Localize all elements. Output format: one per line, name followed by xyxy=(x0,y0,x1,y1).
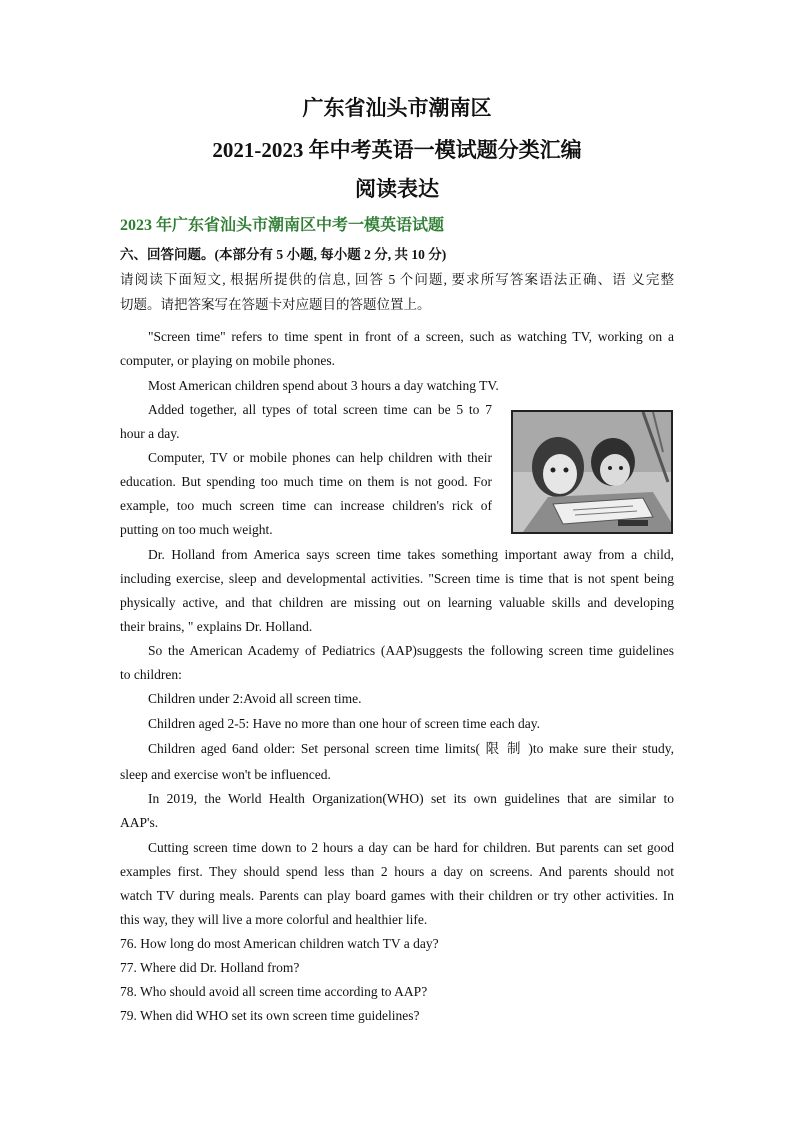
passage-line: this way, they will live a more colorful and healthier life. xyxy=(120,912,428,927)
passage-line: Children under 2:Avoid all screen time. xyxy=(148,691,362,706)
passage-line: Added together, all types of total screen time can be 5 to 7 xyxy=(148,402,492,417)
exam-subtitle: 2023 年广东省汕头市潮南区中考一模英语试题 xyxy=(120,217,445,234)
passage-line: "Screen time" refers to time spent in front of a screen, such as watching TV, working on a xyxy=(148,329,674,344)
passage-line: including exercise, sleep and developmental activities. "Screen time is time that is not spent being xyxy=(120,571,674,586)
passage-line: computer, or playing on mobile phones. xyxy=(120,353,336,368)
question-78: 78. Who should avoid all screen time according to AAP? xyxy=(120,984,428,999)
title-category: 阅读表达 xyxy=(355,177,439,201)
passage-line: education. But spending too much time on them is not good. For xyxy=(120,474,492,489)
passage-line: AAP's. xyxy=(120,815,159,830)
title-region: 广东省汕头市潮南区 xyxy=(302,96,492,120)
passage-line: hour a day. xyxy=(120,426,180,441)
passage-line: example, too much screen time can increase children's rick of xyxy=(120,498,492,513)
question-77: 77. Where did Dr. Holland from? xyxy=(120,960,300,975)
passage-line: physically active, and that children are missing out on learning valuable skills and developing xyxy=(120,595,674,610)
title-exam: 2021-2023 年中考英语一模试题分类汇编 xyxy=(212,138,582,162)
passage-line: Most American children spend about 3 hours a day watching TV. xyxy=(148,378,499,393)
passage-line: watch TV during meals. Parents can play board games with their children or try other activities. In xyxy=(120,888,674,903)
section-heading: 六、回答问题。(本部分有 5 小题, 每小题 2 分, 共 10 分) xyxy=(120,247,447,262)
instruction-line-1: 请阅读下面短文, 根据所提供的信息, 回答 5 个问题, 要求所写答案语法正确、语 义完整 xyxy=(120,272,674,287)
question-79: 79. When did WHO set its own screen time guidelines? xyxy=(120,1008,420,1023)
instruction-line-2: 切题。请把答案写在答题卡对应题目的答题位置上。 xyxy=(120,297,431,312)
passage-line: Cutting screen time down to 2 hours a day can be hard for children. But parents can set good xyxy=(148,840,674,855)
passage-line: Children aged 2-5: Have no more than one hour of screen time each day. xyxy=(148,716,540,731)
photo-illustration xyxy=(513,412,671,532)
passage-line: sleep and exercise won't be influenced. xyxy=(120,767,331,782)
passage-line: Dr. Holland from America says screen time takes something important away from a child, xyxy=(148,547,674,562)
passage-line: In 2019, the World Health Organization(WHO) set its own guidelines that are similar to xyxy=(148,791,674,806)
passage-line: Children aged 6and older: Set personal screen time limits( 限 制 )to make sure their study, xyxy=(148,741,674,756)
question-76: 76. How long do most American children watch TV a day? xyxy=(120,936,439,951)
passage-line: putting on too much weight. xyxy=(120,522,273,537)
passage-line: So the American Academy of Pediatrics (AAP)suggests the following screen time guidelines xyxy=(148,643,674,658)
passage-line: their brains, " explains Dr. Holland. xyxy=(120,619,313,634)
children-reading-photo xyxy=(511,410,673,534)
passage-line: to children: xyxy=(120,667,182,682)
passage-line: Computer, TV or mobile phones can help children with their xyxy=(148,450,492,465)
passage-line: examples first. They should spend less than 2 hours a day on screens. And parents should not xyxy=(120,864,674,879)
